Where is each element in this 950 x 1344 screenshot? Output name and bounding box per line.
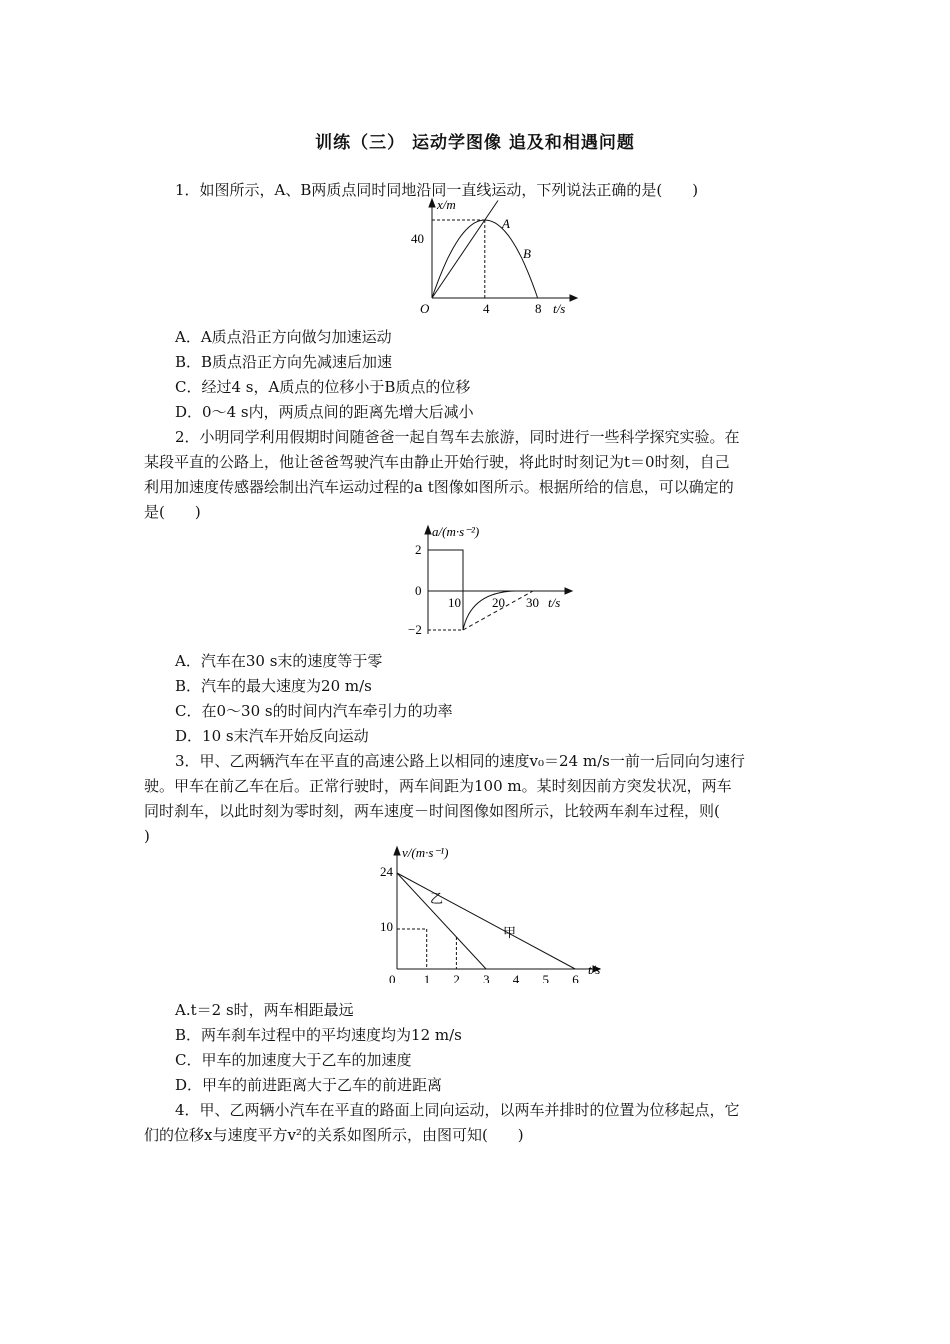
q1-x-arrow — [570, 295, 577, 301]
q1-stem: 1．如图所示，A、B两质点同时同地沿同一直线运动，下列说法正确的是( ) — [175, 181, 699, 199]
q3-line-2: 驶。甲车在前乙车在后。正常行驶时，两车间距为100 m。某时刻因前方突发状况，两车 — [144, 777, 732, 795]
q3-xlabel: t/s — [588, 962, 601, 977]
q3-label-yi: 乙 — [430, 891, 444, 906]
q2-at-graph — [405, 522, 580, 642]
q1-ytick-40: 40 — [411, 231, 424, 246]
q3-vt-graph — [375, 843, 615, 983]
q3-xtick-5: 5 — [542, 972, 549, 983]
q1-ylabel: x/m — [437, 197, 456, 212]
q3-ytick-24: 24 — [380, 864, 393, 879]
q3-xtick-6: 6 — [572, 972, 579, 983]
q3-line-yi — [397, 873, 486, 969]
q1-xtick-8: 8 — [535, 301, 542, 316]
q3-xtick-0: 0 — [389, 972, 396, 983]
q3-y-arrow — [394, 847, 400, 855]
q2-xtick-10: 10 — [448, 595, 461, 610]
q2-ytick-2: 2 — [415, 542, 422, 557]
q1-xt-graph — [405, 195, 585, 320]
q2-ylabel: a/(m·s⁻²) — [432, 524, 480, 539]
q2-y-arrow — [425, 526, 431, 534]
q1-label-B: B — [523, 246, 531, 261]
q2-option-a: A．汽车在30 s末的速度等于零 — [175, 652, 383, 670]
q4-line-1: 4．甲、乙两辆小汽车在平直的路面上同向运动，以两车并排时的位置为位移起点，它 — [175, 1101, 740, 1119]
q3-line-1: 3．甲、乙两辆汽车在平直的高速公路上以相同的速度v₀＝24 m/s一前一后同向匀速行 — [175, 752, 745, 770]
q3-option-a: A.t＝2 s时，两车相距最远 — [175, 1001, 354, 1019]
q2-line-3: 利用加速度传感器绘制出汽车运动过程的a t图像如图所示。根据所给的信息，可以确定的 — [144, 478, 734, 496]
q1-y-arrow — [429, 199, 435, 207]
q1-xtick-4: 4 — [483, 301, 490, 316]
q1-option-a: A．A质点沿正方向做匀加速运动 — [175, 328, 392, 346]
q3-ytick-10: 10 — [380, 919, 393, 934]
q1-option-b: B．B质点沿正方向先减速后加速 — [175, 353, 393, 371]
q2-ytick-0: 0 — [415, 583, 422, 598]
q1-xtick-origin: O — [420, 301, 430, 316]
q1-option-d: D．0～4 s内，两质点间的距离先增大后减小 — [175, 403, 474, 421]
q3-option-c: C．甲车的加速度大于乙车的加速度 — [175, 1051, 412, 1069]
q3-line-3: 同时刹车，以此时刻为零时刻，两车速度－时间图像如图所示，比较两车刹车过程，则( — [144, 802, 720, 820]
q2-line-2: 某段平直的公路上，他让爸爸驾驶汽车由静止开始行驶，将此时时刻记为t＝0时刻，自己 — [144, 453, 730, 471]
q3-option-b: B．两车刹车过程中的平均速度均为12 m/s — [175, 1026, 462, 1044]
q1-xlabel: t/s — [553, 301, 566, 316]
q2-step-line — [428, 550, 463, 630]
q2-x-arrow — [565, 588, 572, 594]
q1-label-A: A — [502, 216, 510, 231]
q3-xtick-3: 3 — [483, 972, 490, 983]
q3-xtick-1: 1 — [423, 972, 431, 983]
q3-xtick-4: 4 — [512, 972, 520, 983]
page-title: 训练（三） 运动学图像 追及和相遇问题 — [315, 133, 635, 153]
q3-option-d: D．甲车的前进距离大于乙车的前进距离 — [175, 1076, 443, 1094]
q2-ytick-neg2: −2 — [408, 622, 422, 637]
q2-recovery-curve — [463, 591, 515, 630]
q2-xtick-30: 30 — [526, 595, 539, 610]
q2-line-1: 2．小明同学利用假期时间随爸爸一起自驾车去旅游，同时进行一些科学探究实验。在 — [175, 428, 740, 446]
q3-label-jia: 甲 — [503, 925, 517, 940]
q3-line-4: ) — [144, 827, 150, 845]
q4-line-2: 们的位移x与速度平方v²的关系如图所示，由图可知( ) — [144, 1126, 524, 1144]
q3-line-jia — [397, 873, 575, 969]
q1-option-c: C．经过4 s，A质点的位移小于B质点的位移 — [175, 378, 471, 396]
q3-ylabel: v/(m·s⁻¹) — [402, 845, 449, 860]
q2-line-4: 是( ) — [144, 503, 201, 521]
q2-option-b: B．汽车的最大速度为20 m/s — [175, 677, 372, 695]
q2-option-c: C．在0～30 s的时间内汽车牵引力的功率 — [175, 702, 453, 720]
q3-xtick-2: 2 — [453, 972, 460, 983]
q1-line-A — [432, 201, 498, 299]
q2-option-d: D．10 s末汽车开始反向运动 — [175, 727, 369, 745]
q2-xlabel: t/s — [548, 595, 561, 610]
q2-xtick-20: 20 — [492, 595, 505, 610]
